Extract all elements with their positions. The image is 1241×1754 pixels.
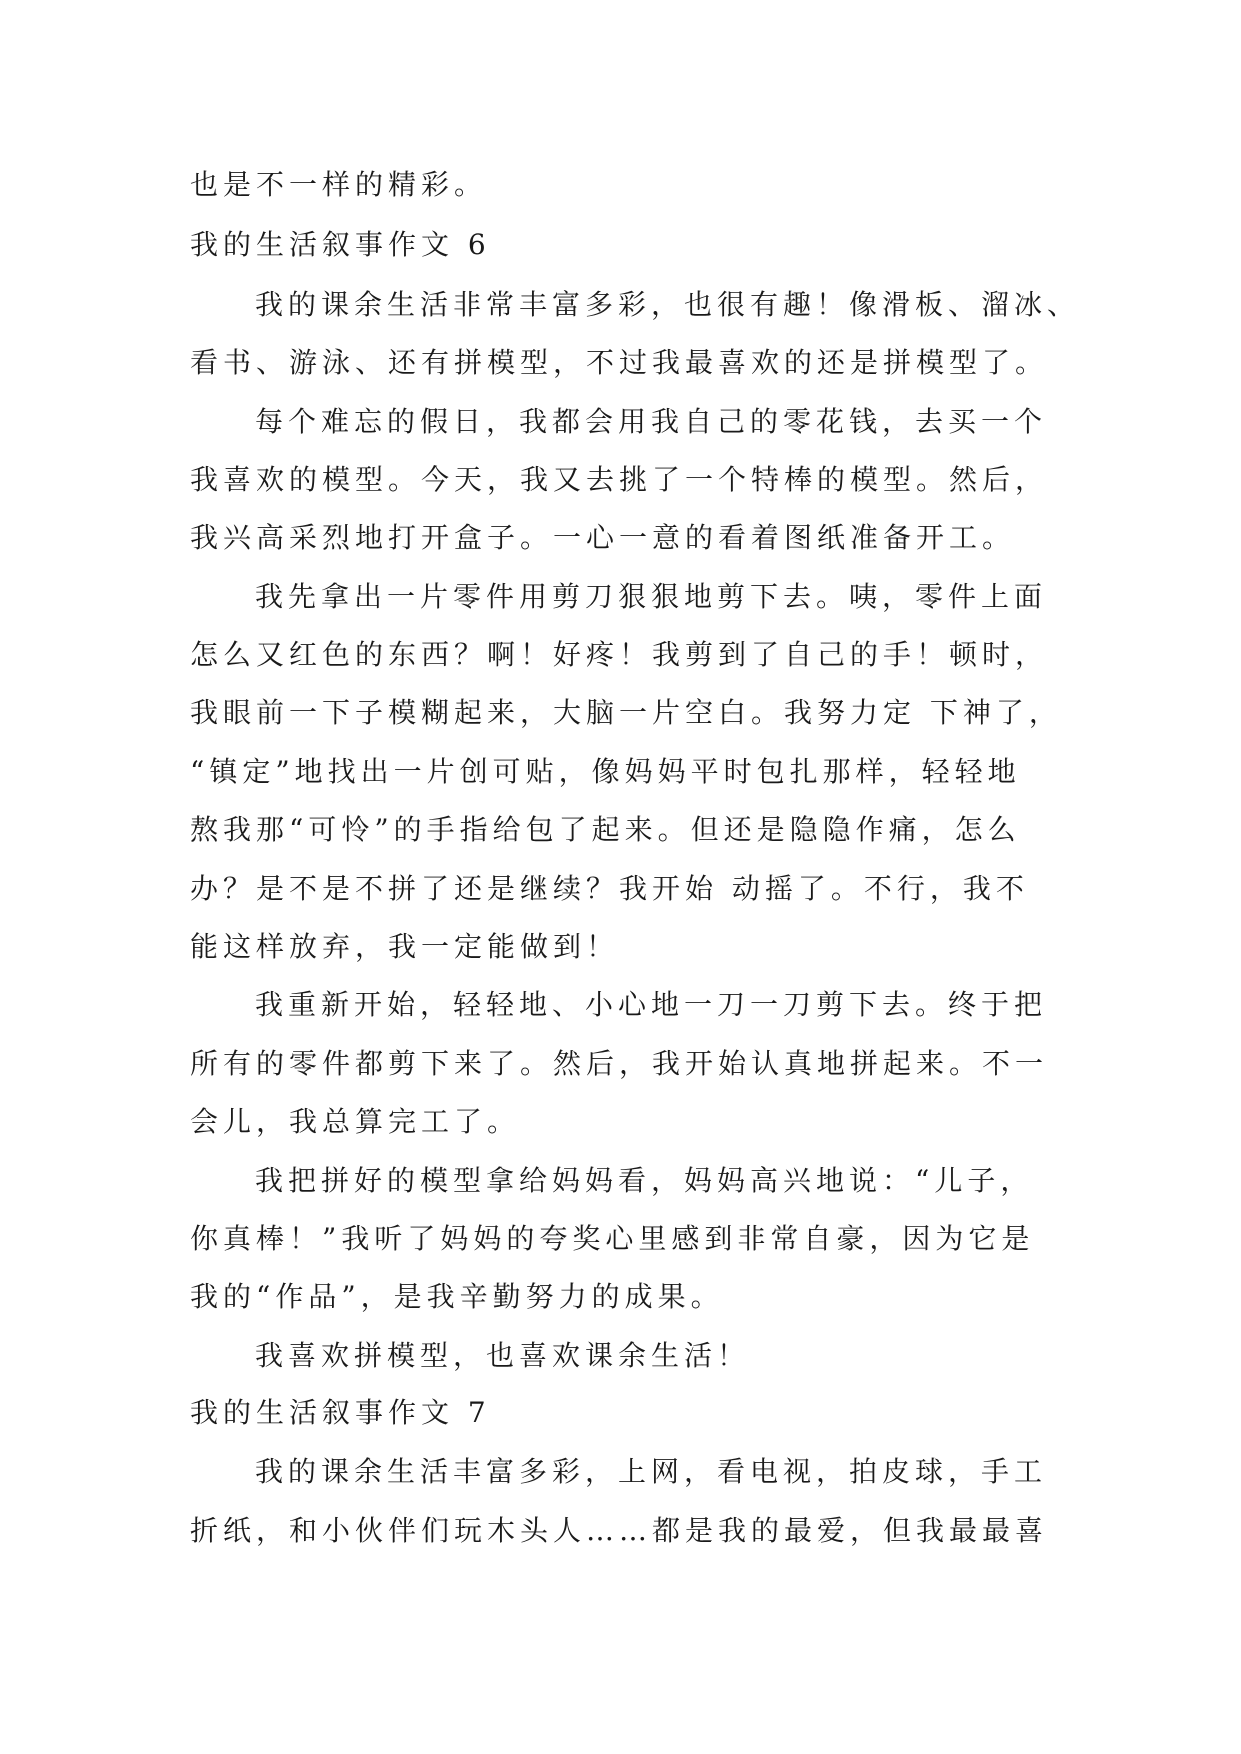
paragraph-line: 我喜欢拼模型，也喜欢课余生活！ [255, 1339, 751, 1372]
paragraph-line: 会儿，我总算完工了。 [190, 1105, 521, 1138]
paragraph-line: 怎么又红色的东西？啊！好疼！我剪到了自己的手！顿时， [190, 638, 1049, 671]
paragraph-line: 我的课余生活非常丰富多彩，也很有趣！像滑板、溜冰、 [255, 288, 1081, 321]
paragraph-line: 我重新开始，轻轻地、小心地一刀一刀剪下去。终于把 [255, 988, 1048, 1021]
paragraph-line: 能这样放弃，我一定能做到！ [190, 930, 620, 963]
section-heading: 我的生活叙事作文 7 [190, 1396, 491, 1429]
paragraph-line: 熬我那“可怜”的手指给包了起来。但还是隐隐作痛，怎么 [190, 813, 1021, 846]
paragraph-line: 我喜欢的模型。今天，我又去挑了一个特棒的模型。然后， [190, 463, 1049, 496]
paragraph-line: 我先拿出一片零件用剪刀狠狠地剪下去。咦，零件上面 [255, 580, 1048, 613]
paragraph-line: “镇定”地找出一片创可贴，像妈妈平时包扎那样，轻轻地 [190, 755, 1021, 788]
paragraph-line: 你真棒！”我听了妈妈的夸奖心里感到非常自豪，因为它是 [190, 1222, 1035, 1255]
paragraph-line: 也是不一样的精彩。 [190, 168, 488, 201]
paragraph-line: 所有的零件都剪下来了。然后，我开始认真地拼起来。不一 [190, 1047, 1049, 1080]
paragraph-line: 我把拼好的模型拿给妈妈看，妈妈高兴地说：“儿子， [255, 1164, 1034, 1197]
paragraph-line: 我兴高采烈地打开盒子。一心一意的看着图纸准备开工。 [190, 521, 1016, 554]
section-heading: 我的生活叙事作文 6 [190, 228, 491, 261]
paragraph-line: 每个难忘的假日，我都会用我自己的零花钱，去买一个 [255, 405, 1048, 438]
paragraph-line: 看书、游泳、还有拼模型，不过我最喜欢的还是拼模型了。 [190, 346, 1049, 379]
paragraph-line: 办？是不是不拼了还是继续？我开始 动摇了。不行，我不 [190, 872, 1029, 905]
paragraph-line: 我眼前一下子模糊起来，大脑一片空白。我努力定 下神了， [190, 696, 1062, 729]
paragraph-line: 折纸，和小伙伴们玩木头人……都是我的最爱，但我最最喜 [190, 1514, 1049, 1547]
paragraph-line: 我的“作品”，是我辛勤努力的成果。 [190, 1280, 724, 1313]
paragraph-line: 我的课余生活丰富多彩，上网，看电视，拍皮球，手工 [255, 1455, 1048, 1488]
